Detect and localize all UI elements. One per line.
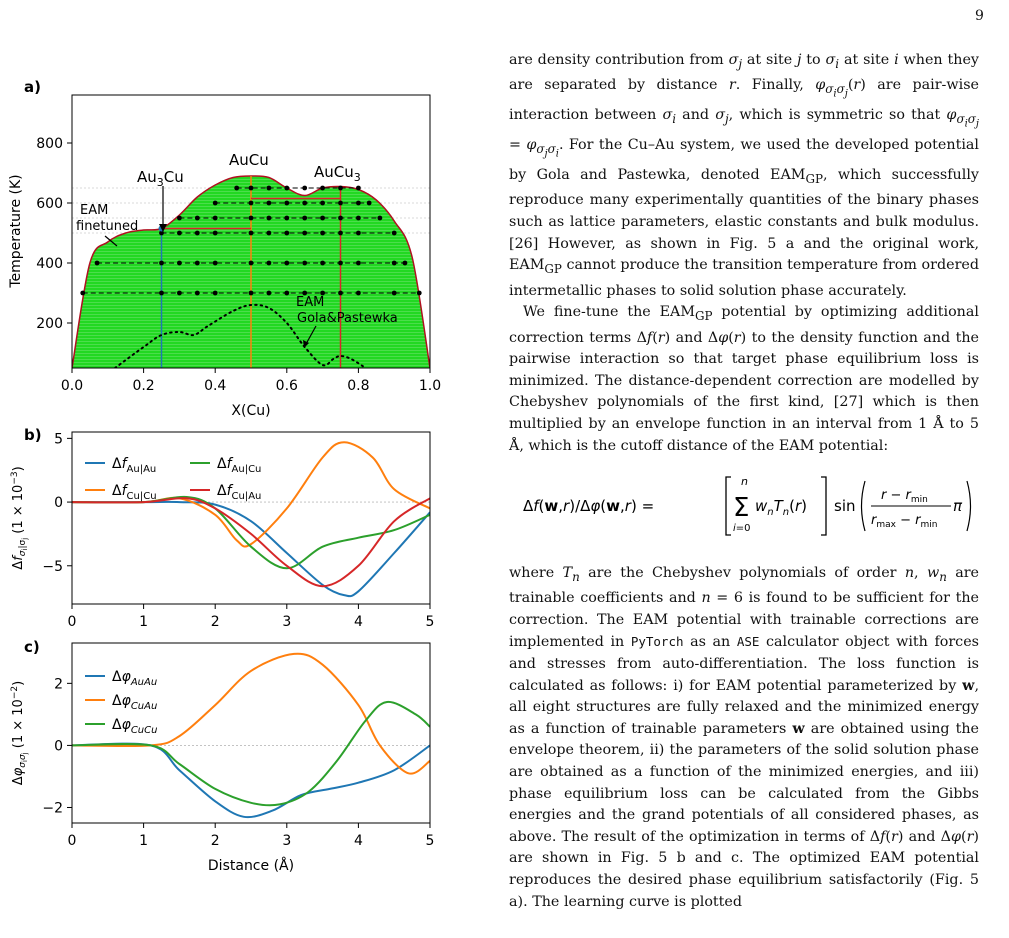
data-point xyxy=(249,261,254,266)
data-point xyxy=(302,201,307,206)
axis-label-delta-phi: $\Delta\varphi_\sigma i\sigma j$ $(1 \times 10^{-2})$ xyxy=(10,680,29,786)
legend-phi-cuau: $\Delta\varphi_{CuAu}$ xyxy=(112,693,158,712)
data-point xyxy=(249,216,254,221)
x-tick-label: 2 xyxy=(210,833,220,849)
data-point xyxy=(403,261,408,266)
data-point xyxy=(249,231,254,236)
y-tick-label: 0 xyxy=(54,495,63,512)
data-point xyxy=(213,231,218,236)
data-point xyxy=(356,231,361,236)
x-tick-label: 3 xyxy=(282,833,292,849)
data-point xyxy=(234,186,239,191)
series-line xyxy=(72,502,430,596)
axis-label-delta-f: $\Delta f_\sigma i|\sigma j$ $(1 \times 10^{-3})$ xyxy=(10,466,29,570)
data-point xyxy=(302,261,307,266)
data-point xyxy=(177,231,182,236)
axis-label-xcu: X(Cu) xyxy=(231,403,271,419)
data-point xyxy=(302,186,307,191)
series-line xyxy=(72,497,430,568)
data-point xyxy=(195,231,200,236)
data-point xyxy=(284,261,289,266)
data-point xyxy=(392,231,397,236)
x-tick-label: 4 xyxy=(353,833,363,849)
legend-faucu: $\Delta f_{Au|Cu}$ xyxy=(217,456,262,475)
data-point xyxy=(249,291,254,296)
data-point xyxy=(284,216,289,221)
data-point xyxy=(338,261,343,266)
annotation-aucu: AuCu xyxy=(229,151,269,169)
param-w: w xyxy=(792,720,805,737)
svg-text:rmax − rmin: $r_{max} - r_{min}$ xyxy=(871,513,938,531)
legend-b xyxy=(85,456,261,502)
data-point xyxy=(356,216,361,221)
data-point xyxy=(267,186,272,191)
data-point xyxy=(267,216,272,221)
x-tick-label: 0 xyxy=(67,833,77,849)
svg-text:Δf(w,r)/Δφ(w,r) =: Δf(w,r)/Δφ(w,r) = xyxy=(523,497,655,516)
data-point xyxy=(356,291,361,296)
data-point xyxy=(267,231,272,236)
axis-label-distance: Distance (Å) xyxy=(207,858,295,874)
data-point xyxy=(195,291,200,296)
data-point xyxy=(213,291,218,296)
x-tick-label: 0.8 xyxy=(347,378,370,394)
data-point xyxy=(213,201,218,206)
data-point xyxy=(302,231,307,236)
data-point xyxy=(320,231,325,236)
panel-label-c: c) xyxy=(24,638,40,656)
paragraph-1: are density contribution from $\sigma_j$ at site j to $\sigma_i$ at site i when they are separated by distance r. Finally, $\varphi_{\sigma_i\sigma_j}(r)$ are pair-wise interaction between $\sigma_i$ and $\sigma_j$, which is symmetric so that $\varphi_{\sigma_i\sigma_j} = \varphi_{\sigma_j\sigma_i}$. For the Cu–Au system, we used the developed potential by Gola and Pastewka, denoted $EAM_{GP}$, which successfully reproduce many experimentally quantities of the binary phases such as lattice parameters, elastic constants and bulk modulus. [26] However, as shown in Fig. 5 a and the original work, $EAM_{GP}$ cannot produce the transition temperature from ordered intermetallic phases to solid solution phase accurately. xyxy=(509,52,980,299)
data-point xyxy=(338,186,343,191)
data-point xyxy=(338,291,343,296)
data-point xyxy=(159,261,164,266)
svg-text:wnTn(r): $w_nT_n(r)$ xyxy=(755,497,808,519)
data-point xyxy=(284,291,289,296)
svg-text:sin: sin xyxy=(834,497,856,516)
data-point xyxy=(392,291,397,296)
data-point xyxy=(356,261,361,266)
data-point xyxy=(267,291,272,296)
legend-fcucu: $\Delta f_{Cu|Cu}$ xyxy=(112,483,157,502)
panel-label-a: a) xyxy=(24,78,41,96)
x-tick-label: 3 xyxy=(282,614,292,630)
data-point xyxy=(249,186,254,191)
data-point xyxy=(267,261,272,266)
svg-text:π: π xyxy=(953,497,963,516)
y-tick-label: 800 xyxy=(36,136,63,152)
data-point xyxy=(302,216,307,221)
text-column xyxy=(509,50,979,913)
svg-text:i=0: i=0 xyxy=(733,523,751,535)
paragraph-2: We fine-tune the $EAM_{GP}$ potential by optimizing additional correction terms Δf(r) and Δφ(r) to the density function and the pairwise interaction so that target phase equilibrium loss is minimized. The distance-dependent correction are modelled by Chebyshev polynomials of the first kind, [27] which is then multiplied by an envelope function in an interval from 1 Å to 5 Å, which is the cutoff distance of the EAM potential: xyxy=(509,304,979,454)
y-tick-label: 600 xyxy=(36,196,63,212)
data-point xyxy=(213,261,218,266)
pair-correction-panel xyxy=(10,643,434,874)
x-tick-label: 1 xyxy=(139,614,149,630)
legend-phi-cucu: $\Delta\varphi_{CuCu}$ xyxy=(112,717,158,736)
annotation-aucu3: AuCu$_3$ xyxy=(314,163,361,184)
y-tick-label: 0 xyxy=(54,738,63,755)
page-number: 9 xyxy=(975,8,984,24)
legend-fauau: $\Delta f_{Au|Au}$ xyxy=(112,456,157,475)
x-tick-label: 0.0 xyxy=(60,378,84,394)
legend-fcuau: $\Delta f_{Cu|Au}$ xyxy=(217,483,262,502)
data-point xyxy=(320,201,325,206)
annotation-eam-gola-2: Gola&Pastewka xyxy=(297,311,398,326)
param-w: w xyxy=(962,677,975,694)
data-point xyxy=(338,231,343,236)
data-point xyxy=(338,216,343,221)
x-tick-label: 5 xyxy=(425,614,435,630)
annotation-eam-finetuned-2: finetuned xyxy=(76,219,139,234)
paragraph-3: where $T_n$ are the Chebyshev polynomials of order n, $w_n$ are trainable coefficients and n = 6 is found to be sufficient for the correction. The EAM potential with trainable corrections are implemented in PyTorch as an ASE calculator object with forces and stresses from auto-differentiation. The loss function is calculated as follows: i) for EAM potential parameterized by w, all eight structures are fully relaxed and the minimized energy as a function of trainable parameters w are obtained using the envelope theorem, ii) the parameters of the solid solution phase are obtained as a function of the minimized energies, and iii) phase equilibrium loss can be calculated from the Gibbs energies and the grand potentials of all considered phases, as above. The result of the optimization in terms of Δf(r) and Δφ(r) are shown in Fig. 5 b and c. The optimized EAM potential reproduces the desired phase equilibrium satisfactorily (Fig. 5 a). The learning curve is plotted xyxy=(509,564,980,910)
annotation-eam-gola-1: EAM xyxy=(296,295,325,310)
x-tick-label: 5 xyxy=(425,833,435,849)
panel-label-b: b) xyxy=(24,426,42,444)
data-point xyxy=(195,261,200,266)
legend-phi-auau: $\Delta\varphi_{AuAu}$ xyxy=(112,669,158,688)
data-point xyxy=(213,216,218,221)
series-line xyxy=(72,744,430,818)
y-tick-label: 400 xyxy=(36,256,63,272)
data-point xyxy=(338,201,343,206)
data-point xyxy=(284,186,289,191)
data-point xyxy=(177,291,182,296)
data-point xyxy=(417,291,422,296)
x-tick-label: 0.2 xyxy=(132,378,155,394)
data-point xyxy=(367,201,372,206)
data-point xyxy=(356,186,361,191)
data-point xyxy=(159,291,164,296)
data-point xyxy=(284,201,289,206)
data-point xyxy=(249,201,254,206)
axis-label-temperature: Temperature (K) xyxy=(8,174,24,288)
data-point xyxy=(356,201,361,206)
equation-chebyshev xyxy=(509,471,979,549)
data-point xyxy=(392,261,397,266)
data-point xyxy=(320,261,325,266)
density-correction-panel xyxy=(10,431,434,630)
x-tick-label: 0 xyxy=(67,614,77,630)
data-point xyxy=(177,216,182,221)
data-point xyxy=(377,216,382,221)
x-tick-label: 2 xyxy=(210,614,220,630)
data-point xyxy=(267,201,272,206)
y-tick-label: 5 xyxy=(54,431,63,448)
annotation-au3cu: $Au_3Cu$ xyxy=(137,168,184,189)
data-point xyxy=(195,216,200,221)
y-tick-label: 200 xyxy=(36,316,63,332)
data-point xyxy=(80,291,85,296)
legend-c xyxy=(85,669,157,736)
x-tick-label: 0.6 xyxy=(275,378,298,394)
data-point xyxy=(177,261,182,266)
svg-text:r − rmin: $r - r_{min}$ xyxy=(881,488,928,506)
data-point xyxy=(320,186,325,191)
figure-5 xyxy=(0,0,460,938)
data-point xyxy=(95,261,100,266)
phase-diagram-panel xyxy=(8,95,441,419)
y-tick-label: 2 xyxy=(54,676,63,693)
data-point xyxy=(320,216,325,221)
annotation-eam-finetuned-1: EAM xyxy=(80,203,109,218)
svg-text:n: n xyxy=(741,475,748,489)
x-tick-label: 0.4 xyxy=(204,378,227,394)
x-tick-label: 1.0 xyxy=(418,378,442,394)
x-tick-label: 4 xyxy=(353,614,363,630)
svg-text:Σ: Σ xyxy=(733,493,750,524)
y-tick-label: −2 xyxy=(42,800,63,817)
x-tick-label: 1 xyxy=(139,833,149,849)
data-point xyxy=(284,231,289,236)
y-tick-label: −5 xyxy=(42,558,63,575)
